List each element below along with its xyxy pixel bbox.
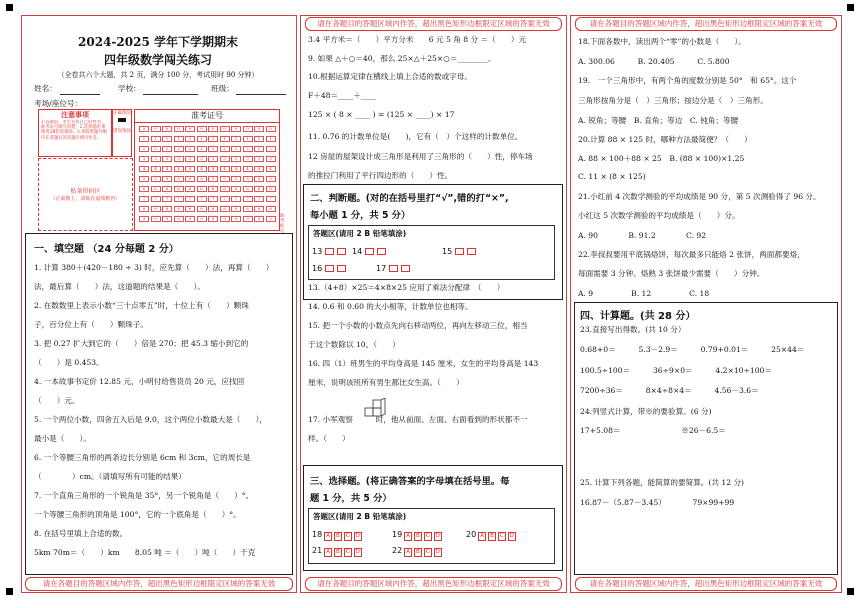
admit-digit-cell[interactable]: 7 [174,196,184,202]
check-option[interactable] [325,248,334,255]
admit-digit-cell[interactable]: 0 [174,126,184,132]
middle-fill-line: 11. 0.76 的计数单位是( )，它有（ ）个这样的计数单位。 [308,132,523,141]
admit-digit-cell[interactable]: 2 [185,146,195,152]
admit-digit-cell[interactable]: 5 [162,176,172,182]
notice-title: 注意事项 [61,111,89,119]
choice-option[interactable]: D [355,549,360,555]
admit-digit-cell[interactable]: 9 [185,216,195,222]
admit-digit-cell[interactable]: 0 [266,126,276,132]
choice-question-line: A. 90 B. 91.2 C. 92 [578,231,707,240]
admit-digit-cell[interactable]: 3 [254,156,264,162]
admit-digit-cell[interactable]: 5 [139,176,149,182]
admit-digit-cell[interactable]: 8 [208,206,218,212]
admit-digit-cell[interactable]: 8 [162,206,172,212]
choice-question-number: 19 [392,530,403,539]
admit-digit-cell[interactable]: 9 [220,216,230,222]
section1-line: 2. 在数数里上表示小数“三十点零五”时，十位上有（ ）颗珠 [34,301,249,310]
admit-digit-cell[interactable]: 1 [266,136,276,142]
admit-digit-cell[interactable]: 4 [266,166,276,172]
school-label: 学校： [118,84,141,93]
admit-digit-cell[interactable]: 8 [231,206,241,212]
admit-digit-cell[interactable]: 6 [254,186,264,192]
section1-line: 7. 一个直角三角形的一个锐角是 35°，另一个锐角是（ ）°。 [34,491,254,500]
corner-mark [6,588,13,595]
judge-answer-row [376,264,410,273]
judge-question-line: 14. 0.6 和 0.60 的大小相等，计数单位也相等。 [308,302,473,311]
admit-digit-cell[interactable]: 4 [162,166,172,172]
admit-digit-cell[interactable]: 3 [243,156,253,162]
corner-mark [847,4,854,11]
admit-digit-cell[interactable]: 0 [220,126,230,132]
choice-question-number: 18 [312,530,323,539]
middle-fill-line: 12 房屋的屋架设计成三角形是利用了三角形的（ ）性，停车场 [308,152,533,161]
admit-digit-cell[interactable]: 9 [243,216,253,222]
admit-digit-cell[interactable]: 8 [243,206,253,212]
middle-fill-line: 的推拉门利用了平行四边形的（ ）性。 [308,171,453,180]
admit-digit-cell[interactable]: 5 [266,176,276,182]
cross-option[interactable] [337,248,346,255]
admit-digit-cell[interactable]: 2 [139,146,149,152]
choice-question-line: A. 88 × 100＋88 × 25 B. (88 × 100)×1.25 [578,154,745,163]
admit-digit-cell[interactable]: 9 [266,216,276,222]
admit-digit-cell[interactable]: 6 [162,186,172,192]
admit-digit-cell[interactable]: 8 [197,206,207,212]
choice-option[interactable]: C [345,533,350,539]
judge-question-number: 15 [442,247,453,256]
admit-digit-cell[interactable]: 4 [139,166,149,172]
correct-fill-sample [118,118,126,122]
choice-question-line: 21.小红前 4 次数学测验的平均成绩是 90 分，第 5 次测验得了 96 分。 [578,192,821,201]
judge-questions [308,282,563,442]
choice-option[interactable]: D [509,533,514,539]
admit-digit-cell[interactable]: 5 [185,176,195,182]
choice-option[interactable]: B [335,549,340,555]
choice-question-line: 20.计算 88 × 125 时，哪种方法最简便？（ ） [578,135,752,144]
admit-digit-cell[interactable]: 1 [220,136,230,142]
choice-question-line: 每面需要 3 分钟。烙熟 3 张饼最少需要（ ）分钟。 [578,269,765,278]
choice-option[interactable]: B [415,533,420,539]
exam-subtitle: 四年级数学闯关练习 [103,53,212,67]
cross-option[interactable] [377,248,386,255]
admit-number-label: 准考证号 [135,110,279,123]
middle-fill-questions [308,34,563,184]
calc-question-line: 23.直接写出得数。(共 10 分） [580,325,686,334]
section3-title-line1: 三、选择题。(将正确答案的字母填在括号里。每 [310,476,510,487]
choice-option[interactable]: C [425,549,430,555]
judge-question-line: 17. 小军观察 时，他从前面、左面、右面看到的形状都不一 [308,415,528,424]
admit-digit-cell[interactable]: 7 [266,196,276,202]
admit-digit-cell[interactable]: 3 [139,156,149,162]
admit-digit-cell[interactable]: 4 [197,166,207,172]
section1-line: 8. 在括号里填上合适的数。 [34,529,128,538]
choice-answer-row [392,530,442,541]
section4-title: 四、计算题。(共 28 分） [580,311,696,322]
school-field[interactable] [143,94,198,95]
admit-digit-cell[interactable]: 8 [220,206,230,212]
admit-digit-cell[interactable]: 7 [151,196,161,202]
fill-example-box [112,109,132,157]
judge-question-line: 15. 把一个小数的小数点先向右移动两位，再向左移动三位，相当 [308,321,528,330]
admit-digit-cell[interactable]: 4 [208,166,218,172]
admit-digit-cell[interactable]: 0 [254,126,264,132]
choice-option[interactable]: B [335,533,340,539]
admit-digit-cell[interactable]: 8 [174,206,184,212]
admit-digit-cell[interactable]: 2 [266,146,276,152]
admit-digit-cell[interactable]: 8 [266,206,276,212]
middle-fill-line: 10.根据运算定律在横线上填上合适的数或字母。 [308,72,472,81]
admit-digit-cell[interactable]: 5 [208,176,218,182]
choice-option[interactable]: D [435,549,440,555]
choice-option[interactable]: C [425,533,430,539]
choice-option[interactable]: A [406,549,410,555]
section1-line: 法，最后算（ ）法，这道题的结果是（ ）。 [34,282,205,291]
section1-line: 子，百分位上有（ ）颗珠子。 [34,320,148,329]
admit-digit-cell[interactable]: 1 [185,136,195,142]
admit-digit-cell[interactable]: 5 [243,176,253,182]
admit-digit-cell[interactable]: 3 [162,156,172,162]
admit-digit-cell[interactable]: 2 [162,146,172,152]
judge-answer-row [442,247,476,256]
cross-option[interactable] [337,265,346,272]
admit-digit-cell[interactable]: 5 [174,176,184,182]
judge-question-number: 17 [376,264,387,273]
choice-option[interactable]: B [415,549,420,555]
notice-box [38,109,112,157]
middle-fill-line: 9. 如果 △＋○＝40，那么 25×△＋25×○＝________。 [308,54,496,63]
admit-digit-cell[interactable]: 7 [197,196,207,202]
class-label: 班级： [211,84,234,93]
section1-questions [34,262,289,572]
admit-digit-cell[interactable]: 2 [231,146,241,152]
admit-digit-cell[interactable]: 6 [243,186,253,192]
correct-fill-label: 正确填涂 [113,111,131,116]
notice-text: 1.答题前，考生先将自己的姓名、准考证号填写清楚；2.选择题必须使用2B铅笔填涂；3.请按照题号顺序在各题目的答题区域内作答。 [41,120,107,141]
calc-question-line: 25. 计算下列各题，能简算的要简算。(共 12 分) [580,478,744,487]
admit-digit-cell[interactable]: 9 [151,216,161,222]
name-label: 姓名： [34,84,57,93]
choice-question-line: 22.李叔叔要用平底锅烙饼，每次最多只能烙 2 张饼，两面都要烙， [578,250,805,259]
judge-question-line: 样。（ ） [308,434,350,443]
choice-option[interactable]: D [355,533,360,539]
check-option[interactable] [325,265,334,272]
admit-digit-cell[interactable]: 4 [151,166,161,172]
barcode-note: （正面朝上，请贴在虚线框内） [50,196,121,202]
calc-question-line: 17+5.08＝ ※26－6.5＝ [580,426,726,435]
admit-digit-cell[interactable]: 6 [185,186,195,192]
choice-question-line: A. 锐角；等腰 B. 直角；等边 C. 钝角；等腰 [578,116,739,125]
middle-fill-line: 3.4 平方米＝（ ）平方分米 6 元 5 角 8 分 ＝（ ）元 [308,35,527,44]
admit-digit-cell[interactable]: 1 [208,136,218,142]
admit-digit-cell[interactable]: 1 [231,136,241,142]
admit-digit-cell[interactable]: 3 [174,156,184,162]
admit-digit-cell[interactable]: 3 [197,156,207,162]
choice-option[interactable]: D [435,533,440,539]
choice-question-line: A. 9 B. 12 C. 18 [578,289,710,298]
admit-digit-cell[interactable]: 0 [197,126,207,132]
section1-line: 5. 一个两位小数，四舍五入后是 9.0，这个两位小数最大是（ ）， [34,415,267,424]
admit-digit-cell[interactable]: 0 [185,126,195,132]
name-field[interactable] [60,94,100,95]
admit-digit-cell[interactable]: 4 [174,166,184,172]
section1-line: 最小是（ ）。 [34,434,91,443]
judge-question-line: 13.（4+8）×25＝4×8×25 应用了乘法分配律 （ ） [308,283,505,292]
section1-line: （ ）元。 [34,396,80,405]
admit-digit-cell[interactable]: 9 [197,216,207,222]
admit-digit-cell[interactable]: 1 [139,136,149,142]
barcode-area [38,158,133,231]
missing-mark-label: 缺考标记 [280,214,285,234]
admit-digit-cell[interactable]: 9 [162,216,172,222]
admit-digit-cell[interactable]: 9 [208,216,218,222]
admit-digit-cell[interactable]: 3 [208,156,218,162]
admit-digit-cell[interactable]: 3 [220,156,230,162]
admit-digit-cell[interactable]: 7 [185,196,195,202]
admit-digit-cell[interactable]: 5 [254,176,264,182]
admit-digit-cell[interactable]: 1 [174,136,184,142]
admit-digit-cell[interactable]: 5 [197,176,207,182]
admit-digit-cell[interactable]: 9 [174,216,184,222]
admit-digit-cell[interactable]: 6 [151,186,161,192]
admit-digit-cell[interactable]: 2 [197,146,207,152]
admit-digit-cell[interactable]: 1 [162,136,172,142]
barcode-label: 贴条形码区 [70,188,101,195]
admit-digit-cell[interactable]: 6 [266,186,276,192]
admit-digit-cell[interactable]: 6 [197,186,207,192]
choice-question-line: C. 11 × (8 × 125) [578,172,646,181]
calc-questions [580,324,832,569]
section1-line: 3. 把 0.27 扩大到它的（ ）倍是 270；把 45.3 缩小到它的 [34,339,249,348]
judge-answer-row [352,247,386,256]
choice-question-number: 22 [392,546,403,555]
section1-line: （ ）cm。（请填写所有可能的结果） [34,472,186,481]
judge-answer-area-label: 答题区(请用 2 B 铅笔填涂) [313,229,407,238]
section1-title: 一、填空题 （24 分每题 2 分） [34,244,179,255]
admit-digit-cell[interactable]: 0 [231,126,241,132]
admit-digit-cell[interactable]: 7 [243,196,253,202]
admit-digit-cell[interactable]: 6 [220,186,230,192]
check-option[interactable] [455,248,464,255]
admit-digit-cell[interactable]: 7 [220,196,230,202]
admit-digit-cell[interactable]: 7 [208,196,218,202]
admit-digit-cell[interactable]: 3 [231,156,241,162]
choice-option[interactable]: A [480,533,484,539]
middle-fill-line: 125 × ( 8 × ____ ) = (125 × ____) × 17 [308,110,455,119]
admit-digit-cell[interactable]: 1 [243,136,253,142]
corner-mark [6,4,13,11]
admit-digit-cell[interactable]: 0 [208,126,218,132]
judge-question-line: 于这个数除以 10。（ ） [308,340,400,349]
admit-digit-cell[interactable]: 2 [208,146,218,152]
choice-question-number: 21 [312,546,323,555]
section1-line: 一个等腰三角形的顶角是 100°，它的一个底角是（ ）°。 [34,510,241,519]
cross-option[interactable] [467,248,476,255]
section1-line: 6. 一个等腰三角形的两条边长分别是 6cm 和 3cm，它的周长是 [34,453,251,462]
judge-answer-row [312,264,346,273]
exam-title: 2024-2025 学年下学期期末 [78,35,238,49]
admit-digit-cell[interactable]: 0 [162,126,172,132]
choice-questions [578,36,836,301]
choice-question-line: 19. 一个三角形中，有两个角的度数分别是 50° 和 65°。这个 [578,76,797,85]
calc-question-line: 0.68+0＝ 5.3－2.9＝ 0.79+0.01＝ 25×44＝ [580,345,805,354]
admit-digit-cell[interactable]: 8 [151,206,161,212]
admit-digit-cell[interactable]: 6 [208,186,218,192]
exam-note: （全卷共六个大题，共 2 页，满分 100 分，考试用时 90 分钟） [57,71,259,79]
choice-answer-row [466,530,516,541]
choice-question-line: 三角形按角分是（ ）三角形；按边分是（ ）三角形。 [578,96,768,105]
choice-question-line: 18.下面各数中，读出两个“零”的小数是（ ）。 [578,37,746,46]
admit-digit-cell[interactable]: 9 [139,216,149,222]
judge-question-number: 16 [312,264,323,273]
admit-digit-cell[interactable]: 1 [254,136,264,142]
section1-line: 1. 计算 380＋(420－180 ÷ 3) 时，应先算（ ）法，再算（ ） [34,263,274,272]
admit-number-grid [134,109,280,231]
admit-digit-cell[interactable]: 4 [231,166,241,172]
admit-digit-cell[interactable]: 2 [243,146,253,152]
notice-bar-top-mid: 请在各题目的答题区域内作答，超出黑色矩形边框限定区域的答案无效 [305,17,562,31]
choice-option[interactable]: A [326,549,330,555]
judge-question-line: 厘米，说明该班所有男生都比女生高。（ ） [308,378,464,387]
admit-digit-cell[interactable]: 7 [139,196,149,202]
notice-bar-bottom-left: 请在各题目的答题区域内作答，超出黑色矩形边框限定区域的答案无效 [25,577,293,591]
admit-digit-cell[interactable]: 8 [185,206,195,212]
judge-question-number: 13 [312,247,323,256]
cross-option[interactable] [401,265,410,272]
choice-option[interactable]: A [326,533,330,539]
admit-digit-cell[interactable]: 6 [231,186,241,192]
choice-question-line: A. 300.06 B. 20.405 C. 5.800 [578,57,730,66]
choice-answer-area-label: 答题区(请用 2 B 铅笔填涂) [313,512,407,521]
choice-answer-row [392,546,442,557]
notice-bar-top-right: 请在各题目的答题区域内作答，超出黑色矩形边框限定区域的答案无效 [575,17,837,31]
choice-option[interactable]: C [499,533,504,539]
wrong-fill-label: 错误填涂 [113,129,131,134]
admit-digit-cell[interactable]: 1 [151,136,161,142]
choice-option[interactable]: A [406,533,410,539]
admit-digit-cell[interactable]: 3 [266,156,276,162]
notice-bar-bottom-right: 请在各题目的答题区域内作答，超出黑色矩形边框限定区域的答案无效 [575,577,837,591]
corner-mark [847,588,854,595]
class-field[interactable] [236,94,286,95]
choice-question-line: 小红这 5 次数学测验的平均成绩是（ ）分。 [578,211,740,220]
admit-digit-cell[interactable]: 2 [151,146,161,152]
choice-answer-row [312,546,362,557]
admit-digit-cell[interactable]: 8 [139,206,149,212]
admit-digit-cell[interactable]: 1 [197,136,207,142]
admit-digit-cell[interactable]: 5 [231,176,241,182]
calc-question-line: 100.5÷100＝ 36÷9×0＝ 4.2×10÷100＝ [580,366,772,375]
notice-bar-bottom-mid: 请在各题目的答题区域内作答，超出黑色矩形边框限定区域的答案无效 [305,577,562,591]
calc-question-line: 7200÷36＝ 8×4÷8×4＝ 4.56－3.6＝ [580,386,759,395]
section3-title-line2: 题 1 分，共 5 分） [310,493,392,504]
admit-digit-cell[interactable]: 6 [139,186,149,192]
cubes-illustration [363,398,389,420]
admit-digit-cell[interactable]: 7 [254,196,264,202]
section2-title-line2: 每小题 1 分，共 5 分） [310,210,411,221]
judge-question-number: 14 [352,247,363,256]
admit-digit-cell[interactable]: 0 [243,126,253,132]
choice-option[interactable]: C [345,549,350,555]
admit-digit-cell[interactable]: 3 [151,156,161,162]
admit-digit-cell[interactable]: 2 [254,146,264,152]
admit-digit-cell[interactable]: 0 [151,126,161,132]
admit-digit-cell[interactable]: 4 [220,166,230,172]
admit-digit-cell[interactable]: 2 [174,146,184,152]
admit-digit-cell[interactable]: 9 [254,216,264,222]
admit-digit-cell[interactable]: 7 [231,196,241,202]
section1-line: （ ）是 0.453。 [34,358,104,367]
calc-question-line: 24.列竖式计算，带※的要验算。(6 分) [580,407,712,416]
admit-digit-cell[interactable]: 5 [151,176,161,182]
admit-digit-cell[interactable]: 9 [231,216,241,222]
choice-answer-row [312,530,362,541]
admit-digit-cell[interactable]: 2 [220,146,230,152]
judge-question-line: 16. 四（1）班男生的平均身高是 145 厘米，女生的平均身高是 143 [308,359,539,368]
section2-title-line1: 二、判断题。(对的在括号里打“√”,错的打“×”, [310,193,509,204]
admit-digit-cell[interactable]: 5 [220,176,230,182]
admit-digit-cell[interactable]: 3 [185,156,195,162]
admit-digit-cell[interactable]: 4 [254,166,264,172]
admit-digit-cell[interactable]: 4 [243,166,253,172]
judge-answer-row [312,247,346,256]
choice-question-number: 20 [466,530,477,539]
admit-digit-cell[interactable]: 6 [174,186,184,192]
section1-line: 4. 一本故事书定价 12.85 元，小明付给售货员 20 元，应找回 [34,377,245,386]
seat-label: 考场/座位号： [34,99,83,108]
admit-digit-cell[interactable]: 7 [162,196,172,202]
admit-digit-cell[interactable]: 4 [185,166,195,172]
section1-line: 5km 70m＝（ ）km 8.05 吨 ＝（ ）吨（ ）千克 [34,548,256,557]
choice-option[interactable]: B [489,533,494,539]
calc-question-line: 16.87－（5.87－3.45） 79×99+99 [580,498,735,507]
admit-digit-cell[interactable]: 8 [254,206,264,212]
admit-digit-cell[interactable]: 0 [139,126,149,132]
check-option[interactable] [365,248,374,255]
middle-fill-line: F＋48＝____＋____ [308,91,377,100]
check-option[interactable] [389,265,398,272]
